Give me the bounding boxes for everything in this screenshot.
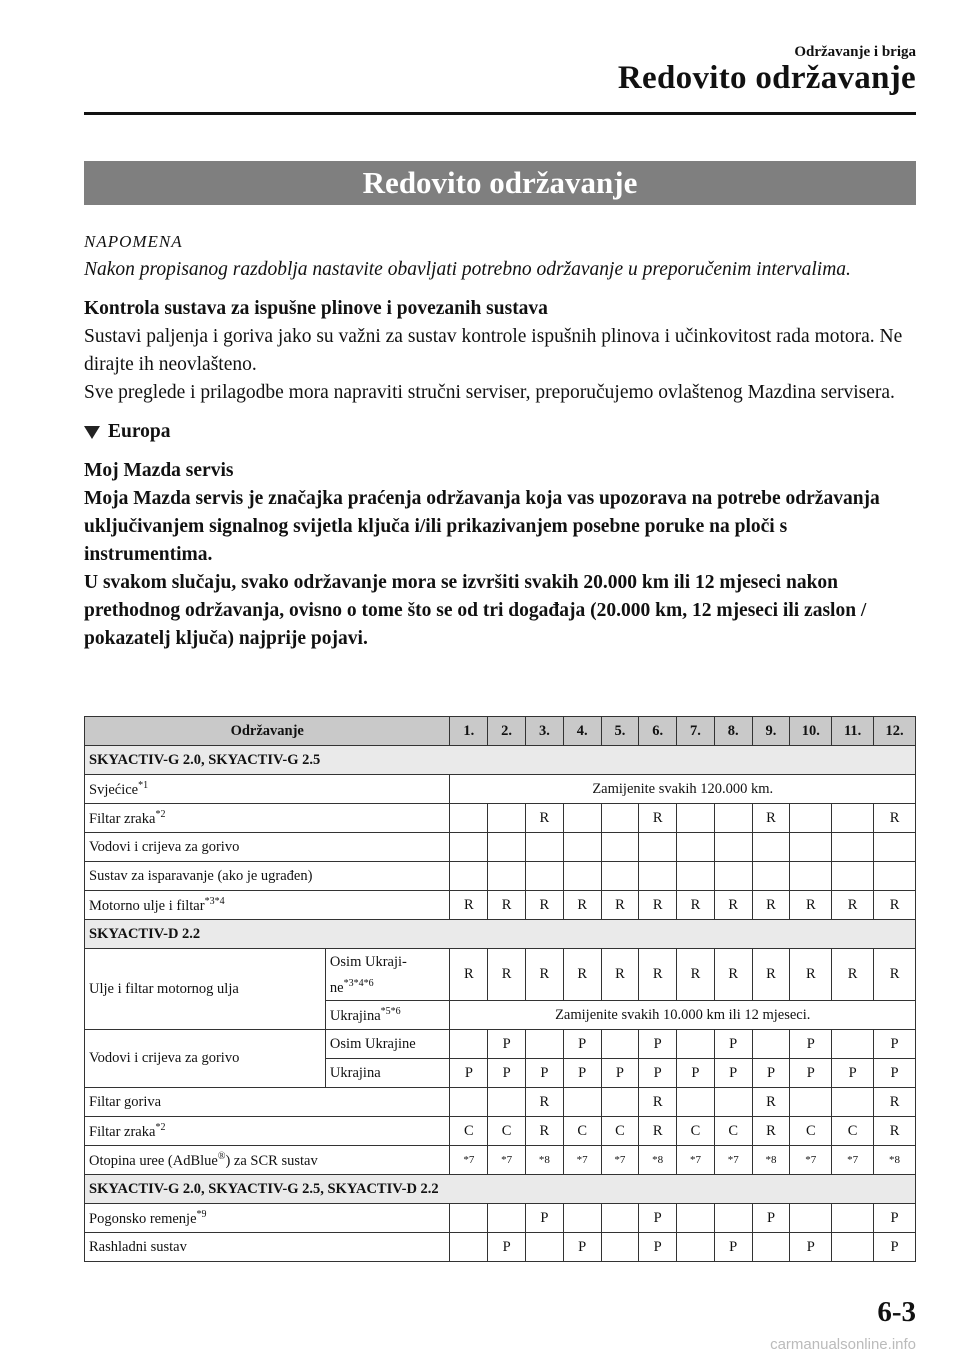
schedule-cell: *8 <box>874 1146 916 1175</box>
schedule-cell: R <box>639 804 677 833</box>
schedule-cell: *8 <box>526 1146 564 1175</box>
schedule-cell: P <box>488 1059 526 1088</box>
schedule-cell: P <box>714 1030 752 1059</box>
schedule-cell <box>752 833 790 862</box>
section-row-all: SKYACTIV-G 2.0, SKYACTIV-G 2.5, SKYACTIV-D 2.2 <box>85 1175 916 1204</box>
schedule-cell <box>752 1030 790 1059</box>
table-row: Ulje i filtar motornog ulja Osim Ukraji- $ne^{*3*4*6}$ R R R R R R R R R R R R <box>85 949 916 1001</box>
schedule-cell <box>677 804 715 833</box>
schedule-cell: C <box>677 1117 715 1146</box>
schedule-cell <box>714 804 752 833</box>
schedule-cell: *7 <box>450 1146 488 1175</box>
schedule-cell: R <box>526 1117 564 1146</box>
schedule-cell <box>714 862 752 891</box>
schedule-cell: C <box>563 1117 601 1146</box>
mazda-service-heading: Moj Mazda servis <box>84 460 234 481</box>
schedule-cell <box>526 862 564 891</box>
schedule-cell: P <box>790 1233 832 1262</box>
schedule-cell: R <box>874 949 916 1001</box>
schedule-cell: R <box>874 1117 916 1146</box>
schedule-cell: P <box>832 1059 874 1088</box>
region-heading: Europa <box>84 418 916 446</box>
note-text: Nakon propisanog razdoblja nastavite obavljati potrebno održavanje u preporučenim intervalima. <box>84 259 851 280</box>
schedule-cell <box>563 862 601 891</box>
schedule-cell <box>790 1088 832 1117</box>
schedule-cell: R <box>752 949 790 1001</box>
col-header-interval: 7. <box>677 717 715 746</box>
schedule-cell <box>677 862 715 891</box>
note-heading: NAPOMENA <box>84 232 183 251</box>
schedule-cell: P <box>677 1059 715 1088</box>
schedule-cell: R <box>752 891 790 920</box>
schedule-cell: R <box>526 1088 564 1117</box>
schedule-cell: *7 <box>677 1146 715 1175</box>
schedule-cell: R <box>752 1117 790 1146</box>
schedule-cell <box>488 833 526 862</box>
schedule-cell: R <box>714 891 752 920</box>
schedule-cell: R <box>874 804 916 833</box>
schedule-cell: P <box>790 1030 832 1059</box>
schedule-cell <box>488 804 526 833</box>
schedule-cell: *7 <box>714 1146 752 1175</box>
schedule-cell: P <box>488 1233 526 1262</box>
schedule-cell <box>639 833 677 862</box>
schedule-cell: C <box>450 1117 488 1146</box>
schedule-cell <box>677 1204 715 1233</box>
col-header-interval: 1. <box>450 717 488 746</box>
schedule-cell <box>790 862 832 891</box>
table-row: Ukrajina P P P P P P P P P P P P <box>85 1059 916 1088</box>
schedule-cell <box>639 862 677 891</box>
schedule-cell: R <box>526 949 564 1001</box>
schedule-cell <box>790 833 832 862</box>
schedule-cell <box>714 1204 752 1233</box>
schedule-cell <box>563 1088 601 1117</box>
schedule-cell: R <box>714 949 752 1001</box>
col-header-interval: 5. <box>601 717 639 746</box>
schedule-cell <box>677 1030 715 1059</box>
schedule-cell: R <box>790 891 832 920</box>
schedule-cell <box>832 1204 874 1233</box>
table-row: Otopina uree (AdBlue®) za SCR sustav *7 *7 *8 *7 *7 *8 *7 *7 *8 *7 *7 *8 <box>85 1146 916 1175</box>
schedule-cell: C <box>601 1117 639 1146</box>
emission-paragraph-1: Sustavi paljenja i goriva jako su važni za sustav kontrole ispušnih plinova i učinkovitost rada motora. Ne dirajte ih neovlašteno. <box>84 326 903 375</box>
schedule-cell: R <box>563 891 601 920</box>
table-row: Filtar goriva R R R R <box>85 1088 916 1117</box>
schedule-cell: R <box>601 891 639 920</box>
schedule-cell <box>526 1030 564 1059</box>
schedule-cell <box>874 862 916 891</box>
schedule-cell: P <box>563 1233 601 1262</box>
schedule-cell <box>601 862 639 891</box>
schedule-cell <box>563 804 601 833</box>
schedule-cell: R <box>563 949 601 1001</box>
schedule-cell: R <box>832 949 874 1001</box>
schedule-cell: *7 <box>488 1146 526 1175</box>
schedule-cell: R <box>832 891 874 920</box>
schedule-cell: P <box>450 1059 488 1088</box>
page-number: 6-3 <box>877 1296 916 1328</box>
schedule-cell <box>714 1088 752 1117</box>
schedule-cell: R <box>639 949 677 1001</box>
schedule-cell: *8 <box>639 1146 677 1175</box>
table-row: Rashladni sustav P P P P P P <box>85 1233 916 1262</box>
schedule-cell: P <box>790 1059 832 1088</box>
schedule-cell: C <box>832 1117 874 1146</box>
schedule-cell <box>450 1204 488 1233</box>
schedule-cell: R <box>639 1088 677 1117</box>
schedule-cell: P <box>563 1030 601 1059</box>
schedule-cell: *7 <box>832 1146 874 1175</box>
schedule-cell: P <box>714 1233 752 1262</box>
schedule-cell: R <box>639 891 677 920</box>
schedule-cell: P <box>639 1204 677 1233</box>
col-header-interval: 2. <box>488 717 526 746</box>
schedule-cell: R <box>752 1088 790 1117</box>
triangle-down-icon <box>84 426 100 439</box>
schedule-cell <box>677 1233 715 1262</box>
section-row-d: SKYACTIV-D 2.2 <box>85 920 916 949</box>
schedule-cell <box>601 833 639 862</box>
emission-paragraph-2: Sve preglede i prilagodbe mora napraviti stručni serviser, preporučujemo ovlaštenog Mazdina servisera. <box>84 382 895 403</box>
col-header-interval: 8. <box>714 717 752 746</box>
running-header-title: Redovito održavanje <box>617 60 916 96</box>
schedule-cell <box>714 833 752 862</box>
schedule-cell <box>450 1088 488 1117</box>
schedule-cell <box>450 833 488 862</box>
schedule-cell: P <box>752 1059 790 1088</box>
table-row: Motorno ulje i filtar$^{*3*4}$ R R R R R R R R R R R R <box>85 891 916 920</box>
schedule-cell: P <box>639 1059 677 1088</box>
schedule-cell <box>450 1030 488 1059</box>
schedule-cell <box>450 862 488 891</box>
schedule-cell: *7 <box>790 1146 832 1175</box>
schedule-cell: P <box>874 1030 916 1059</box>
schedule-cell <box>790 804 832 833</box>
schedule-cell <box>601 1088 639 1117</box>
schedule-cell: P <box>639 1233 677 1262</box>
schedule-cell <box>601 1204 639 1233</box>
schedule-cell: P <box>601 1059 639 1088</box>
schedule-cell <box>832 862 874 891</box>
schedule-cell: P <box>639 1030 677 1059</box>
schedule-cell: R <box>526 804 564 833</box>
section-row-g: SKYACTIV-G 2.0, SKYACTIV-G 2.5 <box>85 746 916 775</box>
col-header-interval: 3. <box>526 717 564 746</box>
watermark: carmanualsonline.info <box>770 1336 916 1353</box>
schedule-cell <box>832 1088 874 1117</box>
col-header-interval: 4. <box>563 717 601 746</box>
schedule-cell <box>752 862 790 891</box>
schedule-cell <box>450 804 488 833</box>
table-header-row <box>85 717 916 746</box>
mazda-service-paragraph-2: U svakom slučaju, svako održavanje mora se izvršiti svakih 20.000 km ili 12 mjeseci nakon prethodnog održavanja, ovisno o tome što se od tri događaja (20.000 km, 12 mjeseci ili zaslon / pokazatelj ključa) najprije pojavi. <box>84 572 867 649</box>
schedule-cell <box>832 833 874 862</box>
schedule-cell <box>752 1233 790 1262</box>
schedule-cell: *7 <box>563 1146 601 1175</box>
schedule-cell: *8 <box>752 1146 790 1175</box>
col-header-interval: 10. <box>790 717 832 746</box>
table-row: Ukrajina$^{*5*6}$ Zamijenite svakih 10.000 km ili 12 mjeseci. <box>85 1001 916 1030</box>
schedule-cell: R <box>677 891 715 920</box>
schedule-cell: R <box>790 949 832 1001</box>
table-row: Filtar zraka$^{*2}$ R R R R <box>85 804 916 833</box>
schedule-cell: R <box>601 949 639 1001</box>
col-header-interval: 12. <box>874 717 916 746</box>
schedule-cell: P <box>714 1059 752 1088</box>
schedule-cell <box>488 1204 526 1233</box>
maintenance-schedule-table <box>84 716 916 1262</box>
schedule-cell: P <box>874 1059 916 1088</box>
schedule-cell: P <box>752 1204 790 1233</box>
col-header-interval: 6. <box>639 717 677 746</box>
schedule-cell: R <box>526 891 564 920</box>
table-row: Svjećice$^{*1}$ Zamijenite svakih 120.000 km. <box>85 775 916 804</box>
schedule-cell: P <box>874 1204 916 1233</box>
table-row: Sustav za isparavanje (ako je ugrađen) <box>85 862 916 891</box>
running-header-section: Održavanje i briga <box>794 44 916 60</box>
col-header-interval: 11. <box>832 717 874 746</box>
schedule-cell <box>832 1233 874 1262</box>
schedule-cell <box>526 833 564 862</box>
schedule-cell <box>874 833 916 862</box>
content-body <box>84 228 916 653</box>
schedule-cell: P <box>526 1204 564 1233</box>
schedule-cell <box>677 1088 715 1117</box>
schedule-cell: R <box>752 804 790 833</box>
schedule-cell <box>563 833 601 862</box>
emission-heading: Kontrola sustava za ispušne plinove i povezanih sustava <box>84 298 548 319</box>
schedule-cell: R <box>874 1088 916 1117</box>
schedule-cell <box>601 804 639 833</box>
schedule-cell <box>790 1204 832 1233</box>
header-rule <box>84 112 916 115</box>
schedule-cell: P <box>874 1233 916 1262</box>
schedule-cell: P <box>526 1059 564 1088</box>
schedule-cell <box>832 804 874 833</box>
table-row: Pogonsko remenje$^{*9}$ P P P P <box>85 1204 916 1233</box>
schedule-cell <box>601 1030 639 1059</box>
schedule-cell <box>526 1233 564 1262</box>
schedule-cell <box>832 1030 874 1059</box>
schedule-cell: R <box>874 891 916 920</box>
schedule-cell: C <box>488 1117 526 1146</box>
schedule-cell <box>450 1233 488 1262</box>
col-header-interval: 9. <box>752 717 790 746</box>
schedule-cell <box>488 1088 526 1117</box>
schedule-cell: *7 <box>601 1146 639 1175</box>
schedule-cell: C <box>790 1117 832 1146</box>
schedule-cell: C <box>714 1117 752 1146</box>
schedule-cell: P <box>488 1030 526 1059</box>
schedule-cell: R <box>488 891 526 920</box>
schedule-cell <box>563 1204 601 1233</box>
section-banner: Redovito održavanje <box>84 161 916 205</box>
schedule-cell: R <box>639 1117 677 1146</box>
mazda-service-paragraph-1: Moja Mazda servis je značajka praćenja održavanja koja vas upozorava na potrebe održavanja uključivanjem signalnog svijetla ključa i/ili prikazivanjem posebne poruke na ploči s instrumentima. <box>84 488 880 565</box>
schedule-cell: R <box>488 949 526 1001</box>
schedule-cell: R <box>677 949 715 1001</box>
schedule-cell: P <box>563 1059 601 1088</box>
schedule-cell <box>601 1233 639 1262</box>
schedule-cell: R <box>450 949 488 1001</box>
table-row: Filtar zraka$^{*2}$ C C R C C R C C R C C R <box>85 1117 916 1146</box>
schedule-cell <box>677 833 715 862</box>
table-row: Vodovi i crijeva za gorivo Osim Ukrajine P P P P P P <box>85 1030 916 1059</box>
schedule-cell: R <box>450 891 488 920</box>
table-row: Vodovi i crijeva za gorivo <box>85 833 916 862</box>
schedule-cell <box>488 862 526 891</box>
col-header-maintenance: Održavanje <box>85 717 450 746</box>
